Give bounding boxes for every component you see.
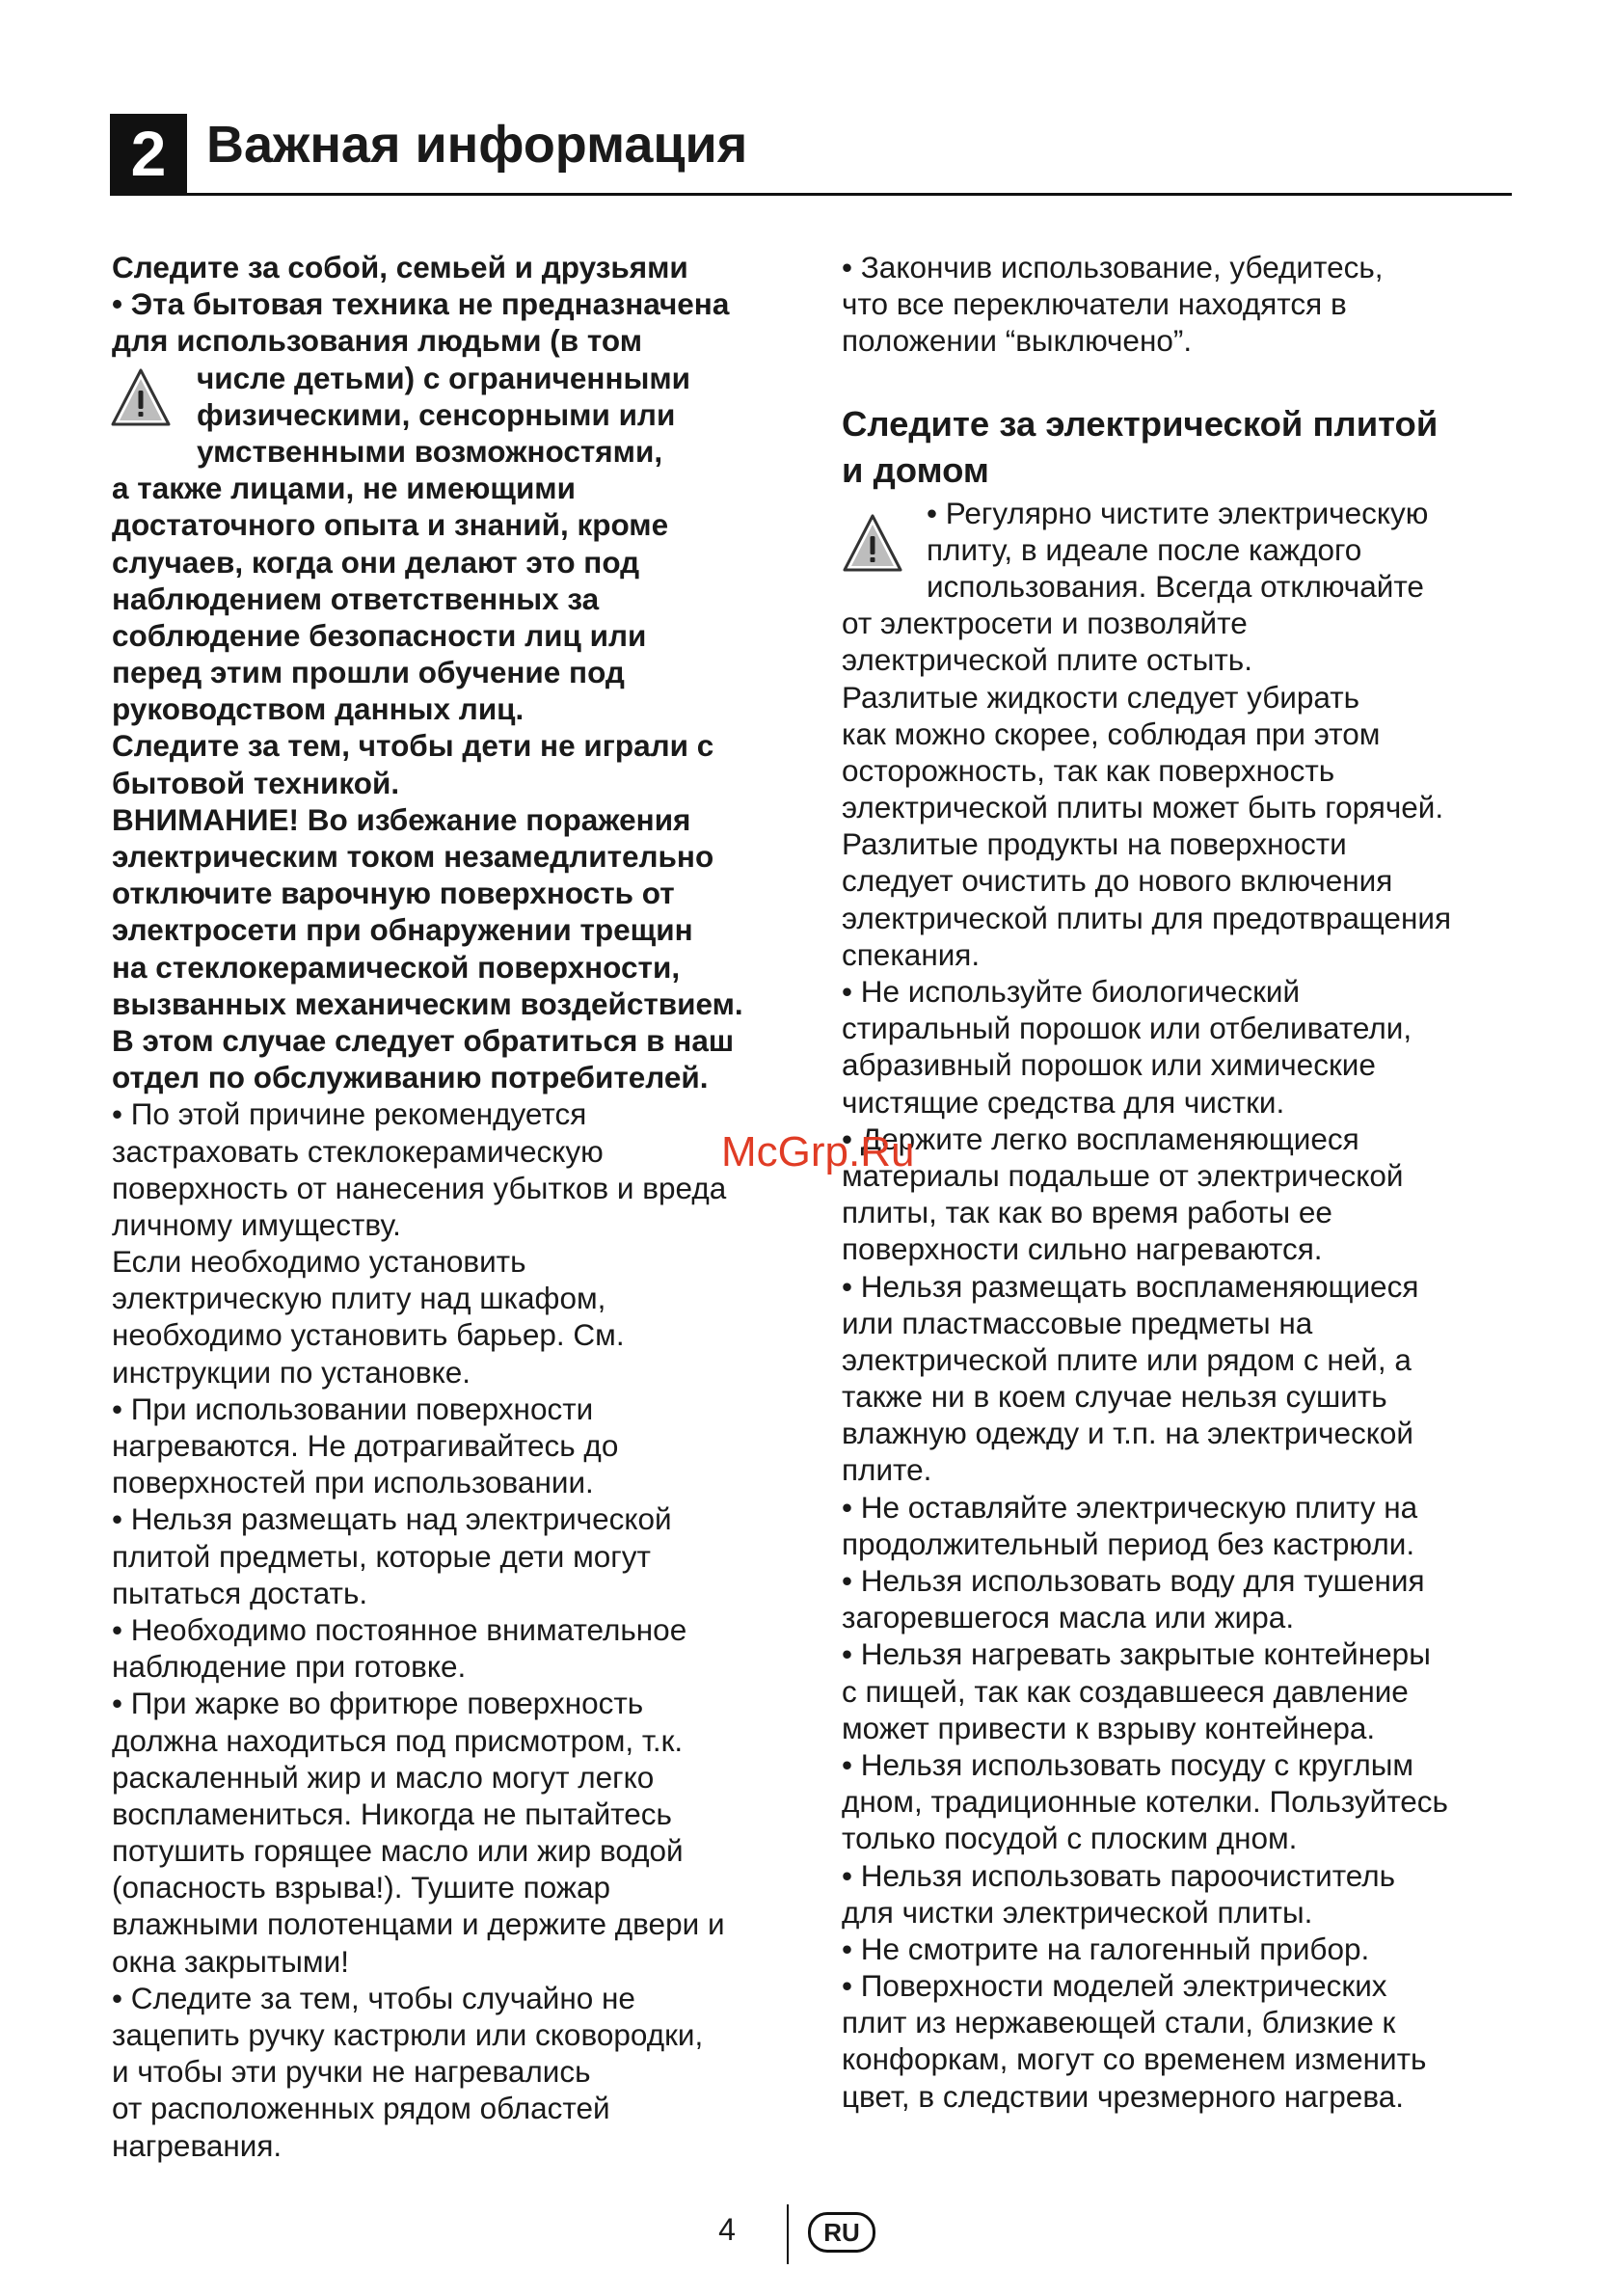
text-line: окна закрытыми! bbox=[112, 1943, 349, 1979]
chapter-header bbox=[110, 114, 1512, 196]
text-line: ВНИМАНИЕ! Во избежание поражения bbox=[112, 801, 691, 837]
text-line: с пищей, так как создавшееся давление bbox=[842, 1673, 1409, 1709]
text-line: следует очистить до нового включения bbox=[842, 863, 1393, 899]
text-line: материалы подальше от электрической bbox=[842, 1157, 1404, 1193]
chapter-number: 2 bbox=[110, 114, 187, 193]
text-line: плитой предметы, которые дети могут bbox=[112, 1538, 651, 1574]
text-line: • Нельзя размещать воспламеняющиеся bbox=[842, 1268, 1419, 1304]
text-line: и чтобы эти ручки не нагревались bbox=[112, 2054, 591, 2090]
text-line: электрическим током незамедлительно bbox=[112, 839, 714, 874]
text-line: электросети при обнаружении трещин bbox=[112, 912, 693, 948]
text-line: для чистки электрической плиты. bbox=[842, 1894, 1313, 1930]
warning-triangle-icon bbox=[110, 367, 172, 427]
text-line: • По этой причине рекомендуется bbox=[112, 1096, 587, 1132]
text-line: • При жарке во фритюре поверхность bbox=[112, 1686, 644, 1721]
text-line: также ни в коем случае нельзя сушить bbox=[842, 1379, 1387, 1415]
text-line: электрической плите остыть. bbox=[842, 642, 1252, 678]
text-line: (опасность взрыва!). Тушите пожар bbox=[112, 1870, 610, 1905]
text-line: может привести к взрыву контейнера. bbox=[842, 1710, 1376, 1745]
text-line: или пластмассовые предметы на bbox=[842, 1305, 1313, 1340]
text-line: загоревшегося масла или жира. bbox=[842, 1600, 1295, 1635]
text-line: использования. Всегда отключайте bbox=[927, 568, 1424, 604]
text-line: раскаленный жир и масло могут легко bbox=[112, 1759, 655, 1795]
text-line: положении “выключено”. bbox=[842, 323, 1193, 359]
text-line: • Нельзя нагревать закрытые контейнеры bbox=[842, 1636, 1431, 1672]
text-line: воспламениться. Никогда не пытайтесь bbox=[112, 1796, 672, 1831]
text-line: на стеклокерамической поверхности, bbox=[112, 949, 681, 985]
watermark: McGrp.Ru bbox=[721, 1128, 915, 1175]
text-line: личному имуществу. bbox=[112, 1206, 401, 1242]
text-line: зацепить ручку кастрюли или сковородки, bbox=[112, 2017, 704, 2052]
text-line: • Нельзя размещать над электрической bbox=[112, 1501, 672, 1537]
text-line: • Нельзя использовать пароочиститель bbox=[842, 1857, 1396, 1893]
text-line: • Не смотрите на галогенный прибор. bbox=[842, 1931, 1370, 1966]
right-column bbox=[842, 249, 1521, 2115]
text-line: • Следите за тем, чтобы случайно не bbox=[112, 1980, 635, 2015]
text-line: достаточного опыта и знаний, кроме bbox=[112, 507, 669, 543]
text-line: что все переключатели находятся в bbox=[842, 286, 1347, 322]
section-heading-stove-cont: и домом bbox=[842, 449, 989, 490]
text-line: только посудой с плоским дном. bbox=[842, 1821, 1298, 1856]
text-line: бытовой техникой. bbox=[112, 765, 400, 800]
text-line: как можно скорее, соблюдая при этом bbox=[842, 716, 1381, 751]
text-line: от электросети и позволяйте bbox=[842, 606, 1248, 641]
text-line: пытаться достать. bbox=[112, 1575, 368, 1610]
text-line: плите. bbox=[842, 1452, 932, 1488]
text-line: влажную одежду и т.п. на электрической bbox=[842, 1416, 1413, 1451]
text-line: инструкции по установке. bbox=[112, 1354, 471, 1390]
language-badge: RU bbox=[808, 2212, 875, 2253]
text-line: физическими, сенсорными или bbox=[197, 396, 676, 432]
text-line: нагревания. bbox=[112, 2127, 282, 2163]
text-line: отключите варочную поверхность от bbox=[112, 876, 675, 911]
text-line: В этом случае следует обратиться в наш bbox=[112, 1022, 735, 1058]
text-line: Следите за тем, чтобы дети не играли с bbox=[112, 728, 714, 764]
text-line: плиты, так как во время работы ее bbox=[842, 1195, 1332, 1230]
text-line: поверхность от нанесения убытков и вреда bbox=[112, 1170, 727, 1205]
text-line: дном, традиционные котелки. Пользуйтесь bbox=[842, 1784, 1448, 1820]
text-line: цвет, в следствии чрезмерного нагрева. bbox=[842, 2078, 1404, 2114]
text-line: вызванных механическим воздействием. bbox=[112, 986, 743, 1021]
text-line: Разлитые продукты на поверхности bbox=[842, 826, 1347, 862]
text-line: влажными полотенцами и держите двери и bbox=[112, 1906, 725, 1942]
text-line: абразивный порошок или химические bbox=[842, 1047, 1376, 1083]
text-line: наблюдение при готовке. bbox=[112, 1649, 467, 1685]
section-heading-safety: Следите за собой, семьей и друзьями bbox=[112, 250, 688, 284]
text-line: поверхности сильно нагреваются. bbox=[842, 1231, 1323, 1267]
text-line: стиральный порошок или отбеливатели, bbox=[842, 1011, 1412, 1046]
text-line: для использования людьми (в том bbox=[112, 323, 643, 359]
text-line: поверхностей при использовании. bbox=[112, 1465, 594, 1500]
text-line: руководством данных лиц. bbox=[112, 691, 525, 727]
warning-triangle-icon bbox=[842, 513, 903, 573]
text-line: плиту, в идеале после каждого bbox=[927, 531, 1362, 567]
text-line: от расположенных рядом областей bbox=[112, 2091, 610, 2126]
text-line: • Нельзя использовать посуду с круглым bbox=[842, 1746, 1414, 1782]
text-line: электрической плиты для предотвращения bbox=[842, 900, 1451, 935]
text-line: осторожность, так как поверхность bbox=[842, 752, 1335, 788]
text-line: плит из нержавеющей стали, близкие к bbox=[842, 2005, 1396, 2040]
text-line: • Необходимо постоянное внимательное bbox=[112, 1611, 687, 1647]
text-line: • Закончив использование, убедитесь, bbox=[842, 250, 1384, 284]
text-line: продолжительный период без кастрюли. bbox=[842, 1526, 1415, 1561]
text-line: числе детьми) с ограниченными bbox=[197, 360, 691, 395]
text-line: конфоркам, могут со временем изменить bbox=[842, 2041, 1427, 2077]
text-line: соблюдение безопасности лиц или bbox=[112, 617, 647, 653]
text-line: электрическую плиту над шкафом, bbox=[112, 1281, 606, 1316]
text-line: • Нельзя использовать воду для тушения bbox=[842, 1563, 1425, 1598]
page-title: Важная информация bbox=[206, 116, 748, 174]
text-line: перед этим прошли обучение под bbox=[112, 655, 625, 690]
text-line: а также лицами, не имеющими bbox=[112, 471, 576, 506]
text-line: наблюдением ответственных за bbox=[112, 581, 600, 616]
text-line: • Поверхности моделей электрических bbox=[842, 1968, 1387, 2004]
text-line: • Не используйте биологический bbox=[842, 974, 1301, 1009]
left-column bbox=[112, 249, 806, 2164]
text-line: • Держите легко воспламеняющиеся bbox=[842, 1121, 1359, 1156]
text-line: • При использовании поверхности bbox=[112, 1391, 594, 1426]
text-line: Если необходимо установить bbox=[112, 1244, 526, 1280]
text-line: нагреваются. Не дотрагивайтесь до bbox=[112, 1428, 619, 1463]
text-line: должна находиться под присмотром, т.к. bbox=[112, 1722, 684, 1758]
page-number: 4 bbox=[718, 2212, 736, 2247]
text-line: умственными возможностями, bbox=[197, 433, 663, 469]
text-line: отдел по обслуживанию потребителей. bbox=[112, 1060, 709, 1095]
text-line: спекания. bbox=[842, 936, 981, 972]
text-line: потушить горящее масло или жир водой bbox=[112, 1833, 684, 1869]
text-line: • Не оставляйте электрическую плиту на bbox=[842, 1489, 1418, 1525]
text-line: • Эта бытовая техника не предназначена bbox=[112, 286, 730, 322]
text-line: застраховать стеклокерамическую bbox=[112, 1133, 604, 1169]
footer-divider bbox=[787, 2204, 789, 2264]
text-line: электрической плите или рядом с ней, а bbox=[842, 1341, 1412, 1377]
text-line: чистящие средства для чистки. bbox=[842, 1084, 1285, 1120]
text-line: Разлитые жидкости следует убирать bbox=[842, 679, 1360, 715]
text-line: • Регулярно чистите электрическую bbox=[927, 495, 1429, 530]
text-line: случаев, когда они делают это под bbox=[112, 544, 640, 580]
section-heading-stove: Следите за электрической плитой bbox=[842, 403, 1439, 444]
text-line: необходимо установить барьер. См. bbox=[112, 1317, 625, 1353]
text-line: электрической плиты может быть горячей. bbox=[842, 790, 1444, 825]
